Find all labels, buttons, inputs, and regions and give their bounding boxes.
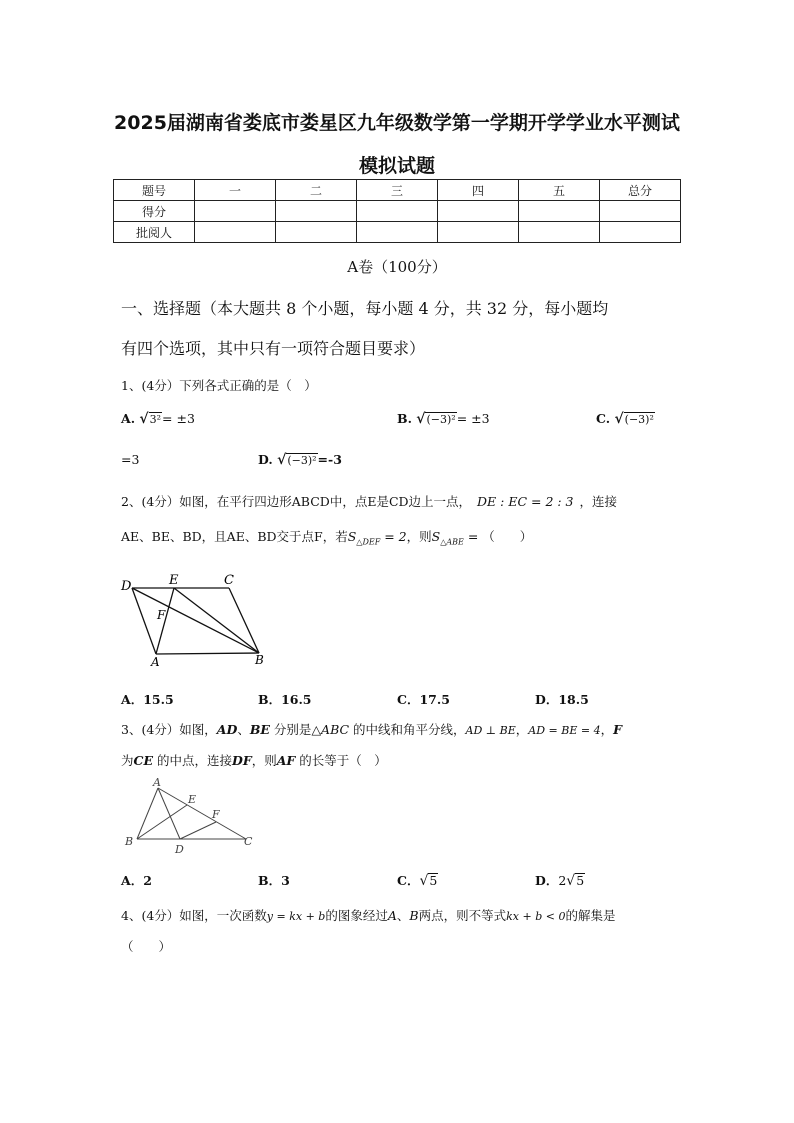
q4-stem-d: 的解集是 <box>565 908 616 923</box>
sqrt-icon: √ <box>419 873 429 889</box>
q2-label-b: B <box>255 653 264 667</box>
q4-inequality: kx + b < 0 <box>506 910 566 923</box>
q2-stem-c: AE、BE、BD，且AE、BD交于点F，若 <box>121 529 348 544</box>
q3-stem-c: 的中线和角平分线， <box>349 722 466 737</box>
q1-option-c <box>596 411 655 427</box>
q3-df: DF <box>231 753 252 768</box>
q4-stem-a: 4、(4分）如图，一次函数 <box>121 908 267 923</box>
q1-option-b <box>397 411 490 427</box>
score-cell <box>195 201 276 222</box>
volume-heading: A卷（100分） <box>347 258 447 276</box>
q3-stem-b: 分别是 <box>269 722 312 737</box>
q1-option-d <box>258 452 342 468</box>
q2-area1-val: = 2 <box>380 529 407 544</box>
q2-label-a: A <box>151 655 160 669</box>
q2-ratio: DE : EC = 2 : 3 <box>477 494 574 509</box>
score-table-row <box>114 201 681 222</box>
q3-f: F <box>613 722 622 737</box>
q2-stem-line1 <box>121 492 617 510</box>
q3-stem-line1 <box>121 720 622 738</box>
q3-af: AF <box>276 753 296 768</box>
q1-option-a <box>121 411 195 427</box>
score-table-header: 二 <box>276 180 357 201</box>
score-cell <box>600 201 681 222</box>
q1-option-a-radicand: 3² <box>149 413 162 426</box>
q3-be: BE <box>249 722 270 737</box>
q2-label-f: F <box>157 608 166 622</box>
q1-option-c-radicand: (−3)² <box>624 413 654 426</box>
score-table-header: 五 <box>519 180 600 201</box>
q2-option-b: B．16.5 <box>258 692 312 707</box>
score-table-header: 三 <box>357 180 438 201</box>
q3-option-d-coef: 2 <box>558 873 567 888</box>
q3-segment-df <box>180 822 216 839</box>
q3-label-f: F <box>212 808 220 821</box>
q3-line2-a: 为 <box>121 753 134 768</box>
q3-option-d-radicand: 5 <box>576 873 585 888</box>
q2-area2: S <box>431 529 441 544</box>
doc-title-line2: 模拟试题 <box>358 155 435 177</box>
q3-option-b: B．3 <box>258 873 290 888</box>
q3-label-a: A <box>153 776 161 789</box>
q2-label-c: C <box>224 573 234 588</box>
q2-option-a: A．15.5 <box>121 692 174 707</box>
sqrt-icon: √ <box>614 411 624 427</box>
q2-label-d: D <box>121 579 132 594</box>
q1-option-d-label: D. <box>258 452 273 467</box>
q1-option-c-label: C. <box>596 411 611 426</box>
score-cell <box>519 222 600 243</box>
q2-figure <box>115 570 275 670</box>
q2-stem-line2 <box>121 527 532 547</box>
q3-stem-line2 <box>121 751 387 769</box>
q3-perp: AD ⊥ BE <box>465 724 516 737</box>
score-cell <box>438 201 519 222</box>
q3-option-c-radicand: 5 <box>429 873 438 888</box>
q3-line2-c: ，则 <box>251 753 277 768</box>
q2-option-c: C．17.5 <box>397 692 450 707</box>
q4-function: y = kx + b <box>266 910 326 923</box>
q2-segment-be <box>174 588 259 653</box>
q2-option-d: D．18.5 <box>535 692 589 707</box>
sqrt-icon: √ <box>139 411 149 427</box>
score-table-row <box>114 222 681 243</box>
q1-option-b-label: B. <box>397 411 412 426</box>
q3-label-e: E <box>188 793 197 806</box>
q2-stem-a: 2、(4分）如图，在平行四边形ABCD中，点E是CD边上一点， <box>121 494 472 509</box>
q2-label-e: E <box>169 573 179 588</box>
q3-comma2: ， <box>600 722 614 737</box>
q1-option-b-tail: = ±3 <box>456 411 490 426</box>
q2-side-ab <box>156 653 259 654</box>
score-table-header-row <box>114 180 681 201</box>
q1-option-c-tail: =3 <box>121 452 140 467</box>
q2-area2-sub: △ABE <box>440 537 464 547</box>
q3-ce: CE <box>133 753 153 768</box>
score-cell <box>276 222 357 243</box>
q3-comma1: ， <box>515 722 529 737</box>
q3-ad: AD <box>216 722 238 737</box>
q4-point-b: B <box>409 908 419 923</box>
score-cell <box>276 201 357 222</box>
score-cell <box>195 222 276 243</box>
q3-line2-d: 的长等于（ ） <box>295 753 387 768</box>
q3-option-d <box>535 871 585 889</box>
q1-option-a-label: A. <box>121 411 136 426</box>
q2-stem-b: ，连接 <box>579 494 618 509</box>
section1-line2: 有四个选项，其中只有一项符合题目要求） <box>121 339 426 358</box>
score-cell <box>438 222 519 243</box>
score-table-row-label: 得分 <box>114 201 195 222</box>
q3-line2-b: 的中点，连接 <box>153 753 232 768</box>
sqrt-icon: √ <box>277 452 287 468</box>
doc-title-line1: 2025届湖南省娄底市娄星区九年级数学第一学期开学学业水平测试 <box>114 112 680 134</box>
q3-option-a: A．2 <box>121 873 152 888</box>
q2-stem-d: ，则 <box>406 529 432 544</box>
q2-segment-bd <box>132 588 259 653</box>
score-table <box>113 179 681 243</box>
q1-option-d-tail: =-3 <box>317 452 342 467</box>
q3-option-d-label: D． <box>535 873 559 888</box>
q3-option-c <box>397 871 438 889</box>
q3-triangle: △ABC <box>311 722 350 737</box>
q3-side-ac <box>158 788 246 839</box>
score-table-header: 一 <box>195 180 276 201</box>
score-table-header: 总分 <box>600 180 681 201</box>
sqrt-icon: √ <box>566 873 576 889</box>
score-table-row-label: 批阅人 <box>114 222 195 243</box>
q3-figure <box>118 776 263 858</box>
score-table-header: 四 <box>438 180 519 201</box>
q1-option-d-radicand: (−3)² <box>287 454 317 467</box>
q3-label-d: D <box>175 843 184 856</box>
score-cell <box>357 222 438 243</box>
sqrt-icon: √ <box>416 411 426 427</box>
score-table-header: 题号 <box>114 180 195 201</box>
q3-sep1: 、 <box>237 722 250 737</box>
q4-stem-line1 <box>121 906 615 924</box>
section1-line1: 一、选择题（本大题共 8 个小题，每小题 4 分，共 32 分，每小题均 <box>121 299 609 318</box>
q4-stem-b: 的图象经过 <box>325 908 388 923</box>
q3-stem-a: 3、(4分）如图， <box>121 722 217 737</box>
q3-label-b: B <box>125 835 134 848</box>
q2-stem-e: = （ ） <box>463 529 533 544</box>
q2-area1: S <box>347 529 357 544</box>
q4-stem-line2: （ ） <box>121 939 172 954</box>
q4-point-a: A <box>387 908 397 923</box>
score-cell <box>600 222 681 243</box>
q2-area1-sub: △DEF <box>356 537 381 547</box>
q1-option-b-radicand: (−3)² <box>426 413 456 426</box>
q4-stem-c: 两点，则不等式 <box>418 908 507 923</box>
q1-option-a-tail: = ±3 <box>162 411 195 426</box>
score-cell <box>357 201 438 222</box>
q3-option-c-label: C． <box>397 873 420 888</box>
q1-stem: 1、(4分）下列各式正确的是（ ） <box>121 378 317 393</box>
q2-side-cb <box>229 588 259 653</box>
q3-segment-ad <box>158 788 180 839</box>
q3-eq: AD = BE = 4 <box>528 724 601 737</box>
q3-label-c: C <box>244 835 253 848</box>
score-cell <box>519 201 600 222</box>
q4-sep: 、 <box>396 908 410 923</box>
